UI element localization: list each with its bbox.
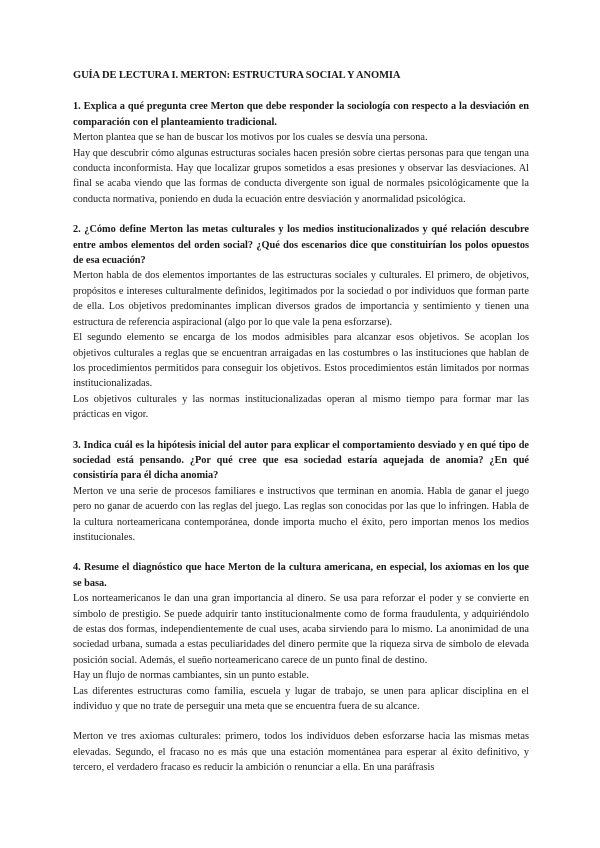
question-4: 4. Resume el diagnóstico que hace Merton de la cultura americana, en especial, los axiomas en los que se basa. [73,562,529,589]
section-2 [73,222,529,422]
answer-paragraph: Merton habla de dos elementos importantes de las estructuras sociales y culturales. El primero, de objetivos, propósitos e intereses culturalmente definidos, legitimados por la sociedad o por individuos que forman parte de ella. Los objetivos predominantes implican diversos grados de importancia y sentimiento y tienen una estructura de referencia aspiracional (algo por lo que vale la pena esforzarse). [73,270,529,328]
document-page [73,68,529,776]
answer-paragraph: Merton plantea que se han de buscar los motivos por los cuales se desvía una persona. [73,132,428,144]
section-1 [73,99,529,207]
document-title: GUÍA DE LECTURA I. MERTON: ESTRUCTURA SOCIAL Y ANOMIA [73,70,401,81]
section-3 [73,438,529,546]
question-2: 2. ¿Cómo define Merton las metas culturales y los medios institucionalizados y qué relación descubre entre ambos elementos del orden social? ¿Qué dos escenarios dice que constituirían los polos opuestos de esa ecuación? [73,224,529,267]
answer-paragraph: Los norteamericanos le dan una gran importancia al dinero. Se usa para reforzar el poder y se convierte en símbolo de prestigio. Se puede adquirir tanto institucionalmente como de forma fraudulenta, y adquiriéndolo de estas dos formas, independientemente de cual uses, acaba sirviendo para lo mismo. La anonimidad de una sociedad urbana, sumada a estas peculiaridades del dinero permite que la riqueza sirva de símbolo de elevada posición social. Además, el sueño norteamericano carece de un punto final de destino. [73,593,529,666]
section-4 [73,560,529,714]
answer-paragraph: Hay que descubrir cómo algunas estructuras sociales hacen presión sobre ciertas personas para que tengan una conducta inconformista. Hay que localizar grupos sometidos a esas presiones y observar las desviaciones. Al final se acaba viendo que las formas de conducta divergente son igual de normales psicológicamente que la conducta normativa, poniendo en duda la ecuación entre desviación y anormalidad psicológica. [73,147,529,205]
question-1: 1. Explica a qué pregunta cree Merton que debe responder la sociología con respecto a la desviación en comparación con el planteamiento tradicional. [73,101,529,128]
question-3: 3. Indica cuál es la hipótesis inicial del autor para explicar el comportamiento desviado y en qué tipo de sociedad está pensando. ¿Por qué cree que esa sociedad estaría aquejada de anomia? ¿En qué consistiría para él dicha anomia? [73,439,529,482]
answer-paragraph: Las diferentes estructuras como familia, escuela y lugar de trabajo, se unen para aplicar disciplina en el individuo y que no trate de perseguir una meta que se encuentra fuera de su alcance. [73,685,529,713]
closing-paragraph: Merton ve tres axiomas culturales: primero, todos los individuos deben esforzarse hacia las mismas metas elevadas. Segundo, el fracaso no es más que una estación momentánea para esperar al éxito definitivo, y tercero, el verdadero fracaso es reducir la ambición o renunciar a ella. En una paráfrasis [73,731,529,774]
answer-paragraph: Los objetivos culturales y las normas institucionalizadas operan al mismo tiempo para formar mar las prácticas en vigor. [73,393,529,421]
answer-paragraph: Merton ve una serie de procesos familiares e instructivos que terminan en anomia. Habla de ganar el juego pero no ganar de acuerdo con las reglas del juego. Las reglas son conocidas por las que lo infringen. Habla de la cultura norteamericana contemporánea, donde importa mucho el éxito, pero importan menos los medios institucionales. [73,485,529,543]
answer-paragraph: Hay un flujo de normas cambiantes, sin un punto estable. [73,670,309,682]
answer-paragraph: El segundo elemento se encarga de los modos admisibles para alcanzar esos objetivos. Se acoplan los objetivos culturales a reglas que se encuentran arraigadas en las costumbres o las instituciones que hablan de los procedimientos permitidos para conseguir los objetivos. Estos procedimientos están limitados por normas institucionalizadas. [73,332,529,390]
